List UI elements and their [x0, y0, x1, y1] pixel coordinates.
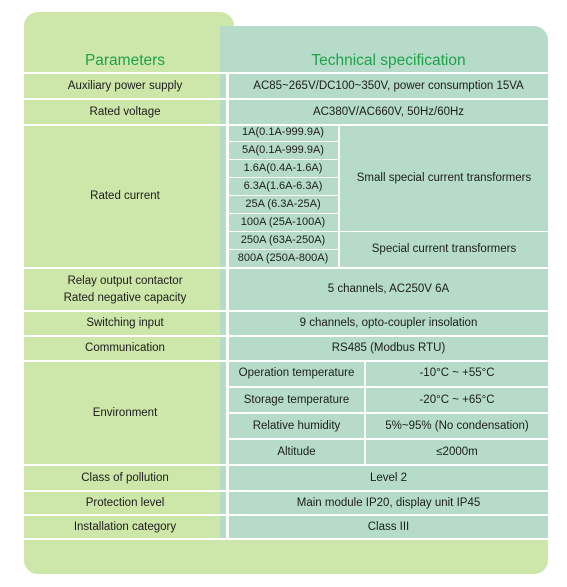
- communication-value: RS485 (Modbus RTU): [331, 342, 446, 354]
- specification-header: Technical specification: [311, 51, 466, 69]
- current-range: 250A (63A-250A): [240, 234, 326, 246]
- current-range: 100A (25A-100A): [240, 216, 326, 228]
- communication-label: Communication: [85, 342, 165, 354]
- protection-label: Protection level: [85, 496, 165, 509]
- environment-item-name: Operation temperature: [238, 367, 355, 379]
- small-ct-note: Small special current transformers: [356, 171, 532, 184]
- environment-item-name: Altitude: [277, 445, 316, 458]
- installation-label: Installation category: [73, 520, 177, 533]
- table-footer-band: [24, 538, 548, 574]
- parameters-header: Parameters: [84, 51, 166, 69]
- environment-item-value: ≤2000m: [436, 445, 478, 458]
- current-range: 25A (6.3A-25A): [245, 198, 321, 210]
- rated-voltage-value: AC380V/AC660V, 50Hz/60Hz: [312, 105, 465, 118]
- current-range: 800A (250A-800A): [237, 252, 329, 264]
- relay-label: [24, 269, 226, 310]
- current-range: 6.3A(1.6A-6.3A): [243, 180, 323, 192]
- pollution-value: Level 2: [369, 471, 408, 484]
- aux-power-label: Auxiliary power supply: [67, 79, 183, 92]
- environment-item-name: Relative humidity: [252, 419, 341, 432]
- environment-item-value: 5%~95% (No condensation): [385, 419, 529, 432]
- spec-table: [24, 12, 548, 574]
- environment-item-value: -20°C ~ +65°C: [419, 393, 495, 406]
- special-ct-note: Special current transformers: [371, 243, 517, 255]
- environment-item-value: -10°C ~ +55°C: [419, 367, 495, 379]
- switching-label: Switching input: [86, 317, 164, 329]
- rated-voltage-label: Rated voltage: [89, 105, 161, 118]
- rated-current-label: Rated current: [90, 190, 160, 202]
- protection-value: Main module IP20, display unit IP45: [296, 496, 481, 509]
- environment-item-name: Storage temperature: [243, 393, 350, 406]
- current-range: 1A(0.1A-999.9A): [242, 126, 324, 138]
- relay-label-line2: Rated negative capacity: [63, 291, 187, 304]
- relay-label-line1: Relay output contactor: [67, 274, 183, 287]
- aux-power-value: AC85~265V/DC100~350V, power consumption 15VA: [253, 79, 524, 92]
- current-range: 1.6A(0.4A-1.6A): [243, 162, 323, 174]
- switching-value: 9 channels, opto-coupler insolation: [299, 317, 478, 329]
- current-range: 5A(0.1A-999.9A): [242, 144, 324, 156]
- installation-value: Class III: [367, 520, 410, 533]
- environment-label: Environment: [92, 406, 158, 419]
- relay-value: 5 channels, AC250V 6A: [327, 283, 450, 295]
- pollution-label: Class of pollution: [81, 471, 169, 484]
